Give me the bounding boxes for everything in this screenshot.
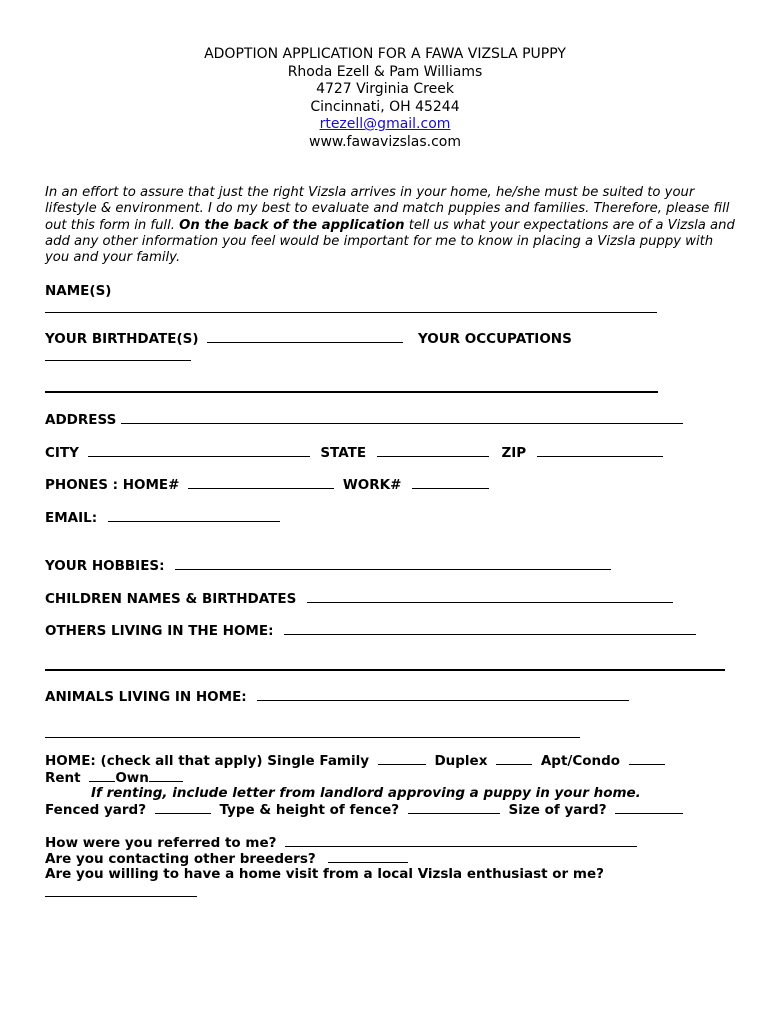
breeders-field[interactable] <box>328 850 408 863</box>
renting-note: If renting, include letter from landlord approving a puppy in your home. <box>91 785 641 801</box>
fence-type-field[interactable] <box>408 801 500 814</box>
birthdates-field[interactable] <box>207 330 403 343</box>
email-row <box>45 509 280 526</box>
city-row <box>45 444 663 461</box>
hobbies-label: YOUR HOBBIES: <box>45 558 165 574</box>
birthdates-label: YOUR BIRTHDATE(S) <box>45 331 199 347</box>
email-link[interactable]: rtezell@gmail.com <box>319 116 451 132</box>
city-field[interactable] <box>88 444 310 457</box>
referred-row <box>45 834 637 851</box>
city-label: CITY <box>45 445 79 461</box>
home-label: HOME: (check all that apply) Single Family <box>45 753 370 769</box>
fence-type-label: Type & height of fence? <box>219 802 400 818</box>
animals-field-2[interactable] <box>45 737 580 738</box>
visit-row <box>45 866 604 882</box>
others-row <box>45 622 696 639</box>
fenced-label: Fenced yard? <box>45 802 147 818</box>
single-family-field[interactable] <box>378 752 426 765</box>
address-field[interactable] <box>121 411 683 424</box>
visit-label: Are you willing to have a home visit from a local Vizsla enthusiast or me? <box>45 866 604 882</box>
zip-label: ZIP <box>501 445 527 461</box>
website: www.fawavizslas.com <box>309 133 461 150</box>
phones-row <box>45 476 489 493</box>
referred-label: How were you referred to me? <box>45 835 277 851</box>
form-title: ADOPTION APPLICATION FOR A FAWA VIZSLA PUPPY <box>204 46 566 62</box>
animals-label: ANIMALS LIVING IN HOME: <box>45 689 247 705</box>
hobbies-row <box>45 557 611 574</box>
intro-paragraph <box>45 185 735 266</box>
yard-size-label: Size of yard? <box>508 802 607 818</box>
children-label: CHILDREN NAMES & BIRTHDATES <box>45 591 297 607</box>
others-field-2[interactable] <box>45 669 725 671</box>
address-row <box>45 411 683 428</box>
names-label: NAME(S) <box>45 283 112 299</box>
email-field[interactable] <box>108 509 280 522</box>
fenced-field[interactable] <box>155 801 211 814</box>
animals-row <box>45 688 629 705</box>
visit-field[interactable] <box>45 896 197 897</box>
city-state-zip: Cincinnati, OH 45244 <box>310 98 460 115</box>
others-field[interactable] <box>284 622 696 635</box>
occupations-field-2[interactable] <box>45 391 658 393</box>
rent-field[interactable] <box>89 769 115 782</box>
breeders-label: Are you contacting other breeders? <box>45 851 316 867</box>
own-field[interactable] <box>149 769 183 782</box>
rent-row <box>45 769 183 786</box>
apt-field[interactable] <box>629 752 665 765</box>
phones-label: PHONES : HOME# <box>45 477 180 493</box>
rent-label: Rent <box>45 770 81 786</box>
breeder-names: Rhoda Ezell & Pam Williams <box>287 63 483 80</box>
children-row <box>45 590 673 607</box>
work-phone-field[interactable] <box>412 476 489 489</box>
apt-label: Apt/Condo <box>540 753 621 769</box>
intro-text-2: tell us what your expectations are of a Vizsla and add any other information you feel would be important for me to know in placing a Vizsla puppy with you and your family. <box>45 217 735 266</box>
occupations-label: YOUR OCCUPATIONS <box>417 331 572 347</box>
letterhead <box>0 46 770 151</box>
occupations-field[interactable] <box>45 360 191 361</box>
fence-row <box>45 801 683 818</box>
duplex-field[interactable] <box>496 752 532 765</box>
state-label: STATE <box>320 445 367 461</box>
email-label: EMAIL: <box>45 510 98 526</box>
zip-field[interactable] <box>537 444 663 457</box>
intro-emphasis: On the back of the application <box>179 217 405 233</box>
yard-size-field[interactable] <box>615 801 683 814</box>
intro-text-1: In an effort to assure that just the right Vizsla arrives in your home, he/she must be suited to your lifestyle & environment. I do my best to evaluate and match puppies and families. Therefore, please fill out this form in full. <box>45 185 730 233</box>
animals-field[interactable] <box>257 688 629 701</box>
home-row <box>45 752 665 769</box>
hobbies-field[interactable] <box>175 557 611 570</box>
birthdates-row <box>45 330 572 347</box>
children-field[interactable] <box>307 590 673 603</box>
state-field[interactable] <box>377 444 489 457</box>
names-field[interactable] <box>45 312 657 313</box>
address-label: ADDRESS <box>45 412 117 428</box>
others-label: OTHERS LIVING IN THE HOME: <box>45 623 274 639</box>
street-address: 4727 Virginia Creek <box>316 81 454 97</box>
duplex-label: Duplex <box>434 753 488 769</box>
home-phone-field[interactable] <box>188 476 334 489</box>
work-label: WORK# <box>342 477 402 493</box>
referred-field[interactable] <box>285 834 637 847</box>
own-label: Own <box>115 770 149 786</box>
breeders-row <box>45 850 408 867</box>
